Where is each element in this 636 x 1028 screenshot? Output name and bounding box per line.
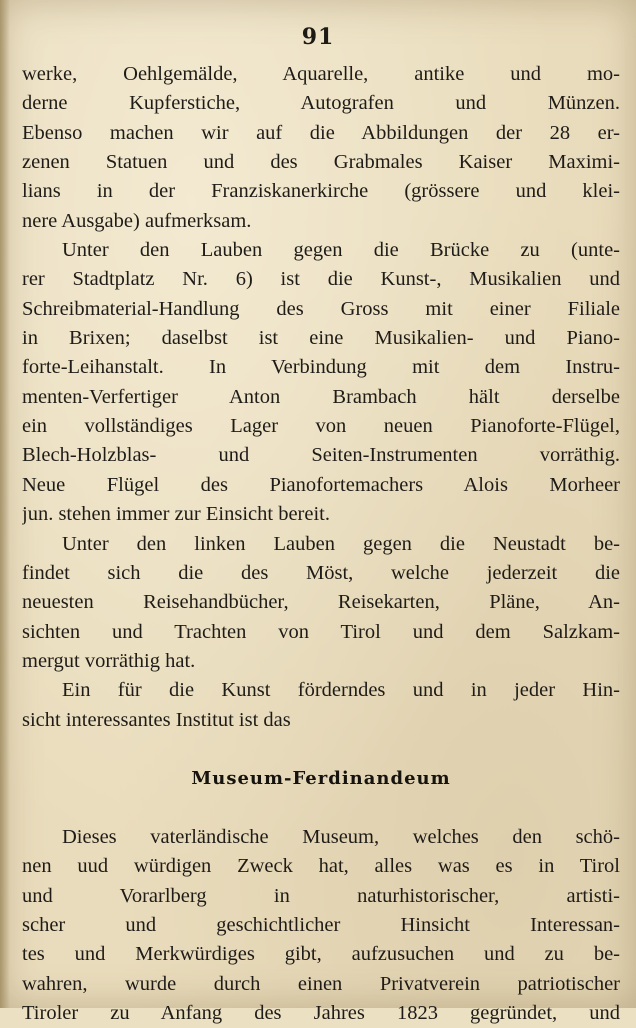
text-line: nere Ausgabe) aufmerksam. [22, 209, 252, 232]
text-line: und Vorarlberg in naturhistorischer, artisti- [22, 884, 620, 907]
text-line: Schreibmaterial-Handlung des Gross mit einer Filiale [22, 297, 620, 320]
text-line: Ebenso machen wir auf die Abbildungen der 28 er- [22, 121, 620, 144]
spacer [22, 735, 620, 764]
text-line: forte-Leihanstalt. In Verbindung mit dem Instru- [22, 356, 620, 379]
text-line: findet sich die des Möst, welche jederzeit die [22, 561, 620, 584]
text-line: derne Kupferstiche, Autografen und Münzen. [22, 92, 620, 115]
text-line: in Brixen; daselbst ist eine Musikalien- und Piano- [22, 327, 620, 350]
text-line: rer Stadtplatz Nr. 6) ist die Kunst-, Musikalien und [22, 268, 620, 291]
text-line: menten-Verfertiger Anton Brambach hält derselbe [22, 385, 620, 408]
text-line: neuesten Reisehandbücher, Reisekarten, Pläne, An- [22, 591, 620, 614]
text-line: wahren, wurde durch einen Privatverein patriotischer [22, 972, 620, 995]
text-line: Dieses vaterländische Museum, welches den schö- [62, 825, 620, 848]
page-number: 91 [301, 24, 335, 50]
text-line: zenen Statuen und des Grabmales Kaiser Maximi- [22, 151, 620, 174]
text-line: mergut vorräthig hat. [22, 649, 196, 672]
text-line: werke, Oehlgemälde, Aquarelle, antike und mo- [22, 63, 620, 85]
text-line: scher und geschichtlicher Hinsicht Interessan- [22, 913, 620, 936]
page-gutter-shadow [0, 0, 10, 1008]
spacer [22, 794, 620, 823]
text-line: sicht interessantes Institut ist das [22, 708, 291, 731]
text-line: nen uud würdigen Zweck hat, alles was es in Tirol [22, 855, 620, 878]
text-line: ein vollständiges Lager von neuen Pianoforte-Flügel, [22, 415, 620, 438]
text-line: Blech-Holzblas- und Seiten-Instrumenten vorräthig. [22, 444, 620, 467]
text-line: tes und Merkwürdiges gibt, aufzusuchen und zu be- [22, 943, 620, 966]
text-line: jun. stehen immer zur Einsicht bereit. [22, 503, 330, 526]
body-text [22, 60, 620, 1028]
text-line: Neue Flügel des Pianofortemachers Alois Morheer [22, 473, 620, 496]
text-line: lians in der Franziskanerkirche (grössere und klei- [22, 180, 620, 203]
text-line: Unter den Lauben gegen die Brücke zu (unte- [62, 239, 620, 262]
text-line: sichten und Trachten von Tirol und dem Salzkam- [22, 620, 620, 643]
text-line: Unter den linken Lauben gegen die Neustadt be- [62, 532, 620, 555]
text-line: Tiroler zu Anfang des Jahres 1823 gegründet, und [22, 1002, 620, 1024]
section-heading: Museum-Ferdinandeum [191, 768, 451, 790]
text-line: Ein für die Kunst förderndes und in jeder Hin- [62, 679, 620, 702]
